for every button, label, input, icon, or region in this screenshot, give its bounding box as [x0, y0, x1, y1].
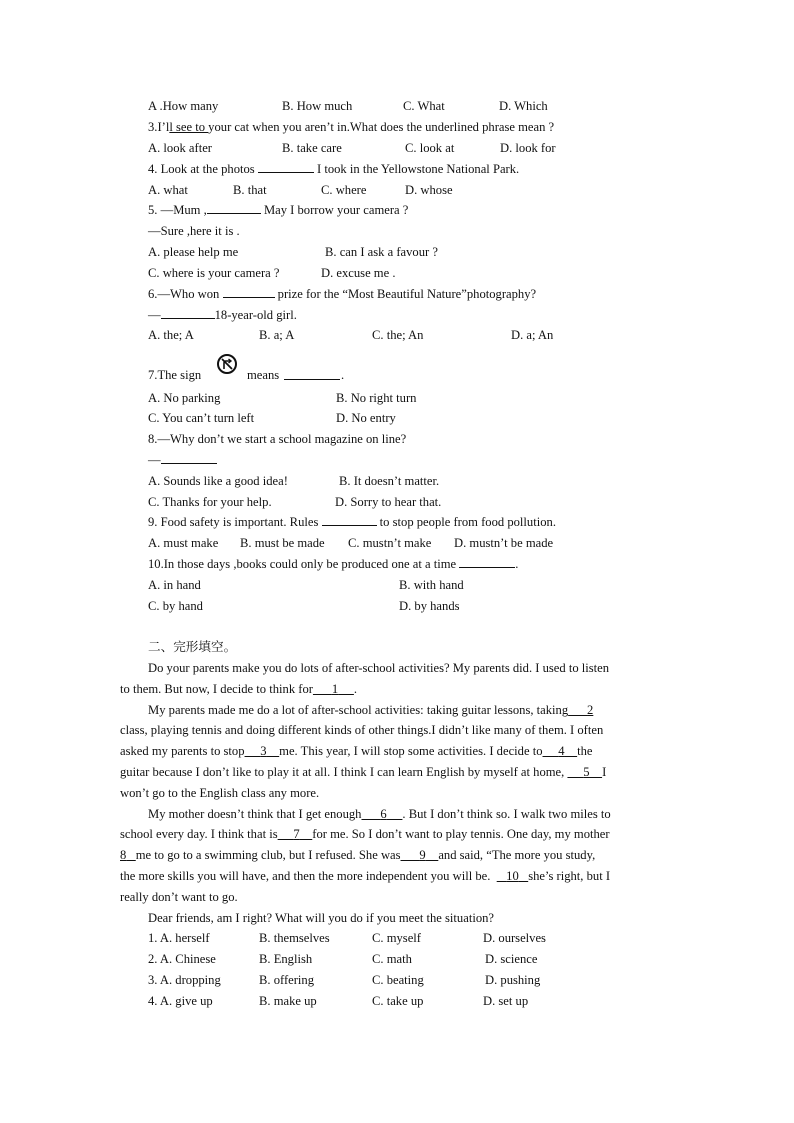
question-3 [148, 119, 554, 135]
passage-line: won’t go to the English class any more. [120, 786, 320, 800]
q3-text-a: 3.I’l [148, 120, 170, 134]
option-a: 3. A. dropping [148, 973, 221, 987]
passage-line: class, playing tennis and doing different kinds of other things.I didn’t like many of them. I often [120, 723, 604, 737]
right-turn-arrow-icon [221, 358, 233, 370]
passage-line [120, 826, 610, 842]
passage-line [120, 681, 357, 697]
blank-number: 5 [583, 765, 590, 779]
underlined-phrase: l see to [169, 120, 209, 134]
q4-text-b: I took in the Yellowstone National Park. [317, 162, 520, 176]
option-d: D. excuse me . [321, 266, 396, 280]
passage-text: . But I don’t think so. I walk two miles to [402, 807, 611, 821]
blank-4[interactable] [543, 744, 578, 758]
option-b: B. must be made [240, 536, 325, 550]
passage-text: My mother doesn’t think that I get enough [148, 807, 362, 821]
passage-text: she’s right, but I [528, 869, 611, 883]
option-a: A. look after [148, 141, 212, 155]
q7-text-b: means [247, 368, 280, 382]
option-c: C. What [403, 99, 445, 113]
q6-text-b: prize for the “Most Beautiful Nature”photography? [277, 287, 537, 301]
option-d: D. pushing [485, 973, 541, 987]
passage-line [120, 847, 595, 863]
option-c: C. look at [405, 141, 455, 155]
blank-3[interactable] [245, 744, 280, 758]
option-a: 2. A. Chinese [148, 952, 216, 966]
q6-reply [148, 307, 297, 323]
blank-7[interactable] [278, 827, 313, 841]
option-c: C. myself [372, 931, 421, 945]
answer-blank[interactable] [223, 286, 275, 298]
q5-text-b: May I borrow your camera ? [263, 203, 409, 217]
passage-text: me to go to a swimming club, but I refused. She was [135, 848, 401, 862]
question-8: 8.—Why don’t we start a school magazine on line? [148, 432, 407, 446]
q6-reply-text: 18-year-old girl. [214, 308, 297, 322]
option-a: 4. A. give up [148, 994, 213, 1008]
question-5 [148, 202, 408, 218]
q5-text-a: 5. —Mum , [148, 203, 207, 217]
q9-text-b: to stop people from food pollution. [379, 515, 556, 529]
blank-9[interactable] [401, 848, 439, 862]
blank-number: 1 [331, 682, 339, 696]
answer-blank[interactable] [322, 514, 377, 526]
option-d: D. Sorry to hear that. [335, 495, 442, 509]
blank-number: 4 [558, 744, 565, 758]
option-c: C. the; An [372, 328, 424, 342]
passage-text: . [353, 682, 358, 696]
blank-2[interactable] [568, 703, 593, 717]
passage-text: the more skills you will have, and then the more independent you will be. [120, 869, 491, 883]
blank-8[interactable] [120, 848, 136, 862]
option-a: A. what [148, 183, 188, 197]
section-heading: 二、完形填空。 [148, 639, 237, 654]
option-a: A. Sounds like a good idea! [148, 474, 288, 488]
option-b: B. themselves [259, 931, 330, 945]
passage-text: to them. But now, I decide to think for [120, 682, 313, 696]
option-d: D. set up [483, 994, 529, 1008]
option-c: C. Thanks for your help. [148, 495, 272, 509]
option-c: C. math [372, 952, 412, 966]
q6-text-a: 6.—Who won [148, 287, 220, 301]
no-right-turn-sign-icon [217, 354, 237, 374]
question-4 [148, 161, 519, 177]
option-d: D. Which [499, 99, 548, 113]
option-b: B. take care [282, 141, 342, 155]
answer-blank[interactable] [161, 452, 217, 464]
q7-text-a: 7.The sign [148, 368, 202, 382]
answer-blank[interactable] [161, 307, 215, 319]
q9-text-a: 9. Food safety is important. Rules [148, 515, 319, 529]
passage-line [120, 764, 606, 780]
passage-line: really don’t want to go. [120, 890, 238, 904]
option-b: B. offering [259, 973, 315, 987]
passage-text: for me. So I don’t want to play tennis. One day, my mother [312, 827, 610, 841]
option-c: C. where [321, 183, 367, 197]
q5-reply: —Sure ,here it is . [148, 224, 240, 238]
q3-text-b: your cat when you aren’t in.What does the underlined phrase mean ? [208, 120, 555, 134]
blank-number: 7 [293, 827, 300, 841]
option-c: C. beating [372, 973, 424, 987]
option-d: D. a; An [511, 328, 554, 342]
blank-number: 3 [260, 744, 267, 758]
dash: — [148, 453, 161, 467]
option-d: D. ourselves [483, 931, 546, 945]
option-b: B. can I ask a favour ? [325, 245, 438, 259]
option-c: C. You can’t turn left [148, 411, 255, 425]
option-d: D. whose [405, 183, 453, 197]
blank-number: 9 [419, 848, 426, 862]
passage-line: Do your parents make you do lots of after-school activities? My parents did. I used to listen [148, 661, 610, 675]
q7-text-c: . [341, 368, 345, 382]
q10-text-a: 10.In those days ,books could only be produced one at a time [148, 557, 457, 571]
option-c: C. mustn’t make [348, 536, 432, 550]
answer-blank[interactable] [459, 556, 515, 568]
question-6 [148, 286, 536, 302]
dash: — [148, 308, 161, 322]
answer-blank[interactable] [207, 202, 261, 214]
option-c: C. by hand [148, 599, 203, 613]
option-d: D. by hands [399, 599, 460, 613]
passage-text: me. This year, I will stop some activities. I decide to [279, 744, 543, 758]
passage-line: Dear friends, am I right? What will you do if you meet the situation? [148, 911, 495, 925]
blank-10[interactable] [497, 869, 529, 883]
option-b: B. It doesn’t matter. [339, 474, 440, 488]
option-a: 1. A. herself [148, 931, 210, 945]
blank-6[interactable] [361, 807, 402, 821]
option-d: D. science [485, 952, 538, 966]
blank-number: 10 [506, 869, 519, 883]
blank-number: 8 [120, 848, 127, 862]
option-b: B. No right turn [336, 391, 417, 405]
option-b: B. English [259, 952, 313, 966]
answer-blank[interactable] [258, 161, 314, 173]
passage-text: asked my parents to stop [120, 744, 245, 758]
option-a: A. No parking [148, 391, 221, 405]
option-d: D. mustn’t be made [454, 536, 554, 550]
option-a: A. must make [148, 536, 219, 550]
q8-reply [148, 452, 217, 468]
option-a: A. the; A [148, 328, 194, 342]
option-b: B. a; A [259, 328, 295, 342]
blank-number: 6 [380, 807, 387, 821]
option-a: A. in hand [148, 578, 201, 592]
passage-text: guitar because I don’t like to play it at all. I think I can learn English by myself at home, [120, 765, 565, 779]
question-10 [148, 556, 518, 572]
option-a: A. please help me [148, 245, 239, 259]
option-c: C. take up [372, 994, 424, 1008]
blank-5[interactable] [567, 765, 602, 779]
answer-blank[interactable] [284, 368, 340, 380]
blank-number: 2 [587, 703, 594, 717]
passage-line [120, 868, 610, 884]
passage-text: and said, “The more you study, [438, 848, 596, 862]
blank-1[interactable] [313, 682, 354, 696]
q4-text-a: 4. Look at the photos [148, 162, 255, 176]
passage-text: I [602, 765, 607, 779]
option-d: D. No entry [336, 411, 396, 425]
option-b: B. How much [282, 99, 353, 113]
passage-text: My parents made me do a lot of after-school activities: taking guitar lessons, taking [148, 703, 569, 717]
option-a: A .How many [148, 99, 219, 113]
option-d: D. look for [500, 141, 556, 155]
q10-text-b: . [515, 557, 519, 571]
passage-text: the [577, 744, 593, 758]
question-9 [148, 514, 556, 530]
passage-line [120, 743, 593, 759]
option-c: C. where is your camera ? [148, 266, 280, 280]
option-b: B. with hand [399, 578, 464, 592]
passage-text: school every day. I think that is [120, 827, 278, 841]
passage-line [148, 702, 593, 718]
option-b: B. that [233, 183, 267, 197]
option-b: B. make up [259, 994, 317, 1008]
passage-line [148, 806, 611, 822]
